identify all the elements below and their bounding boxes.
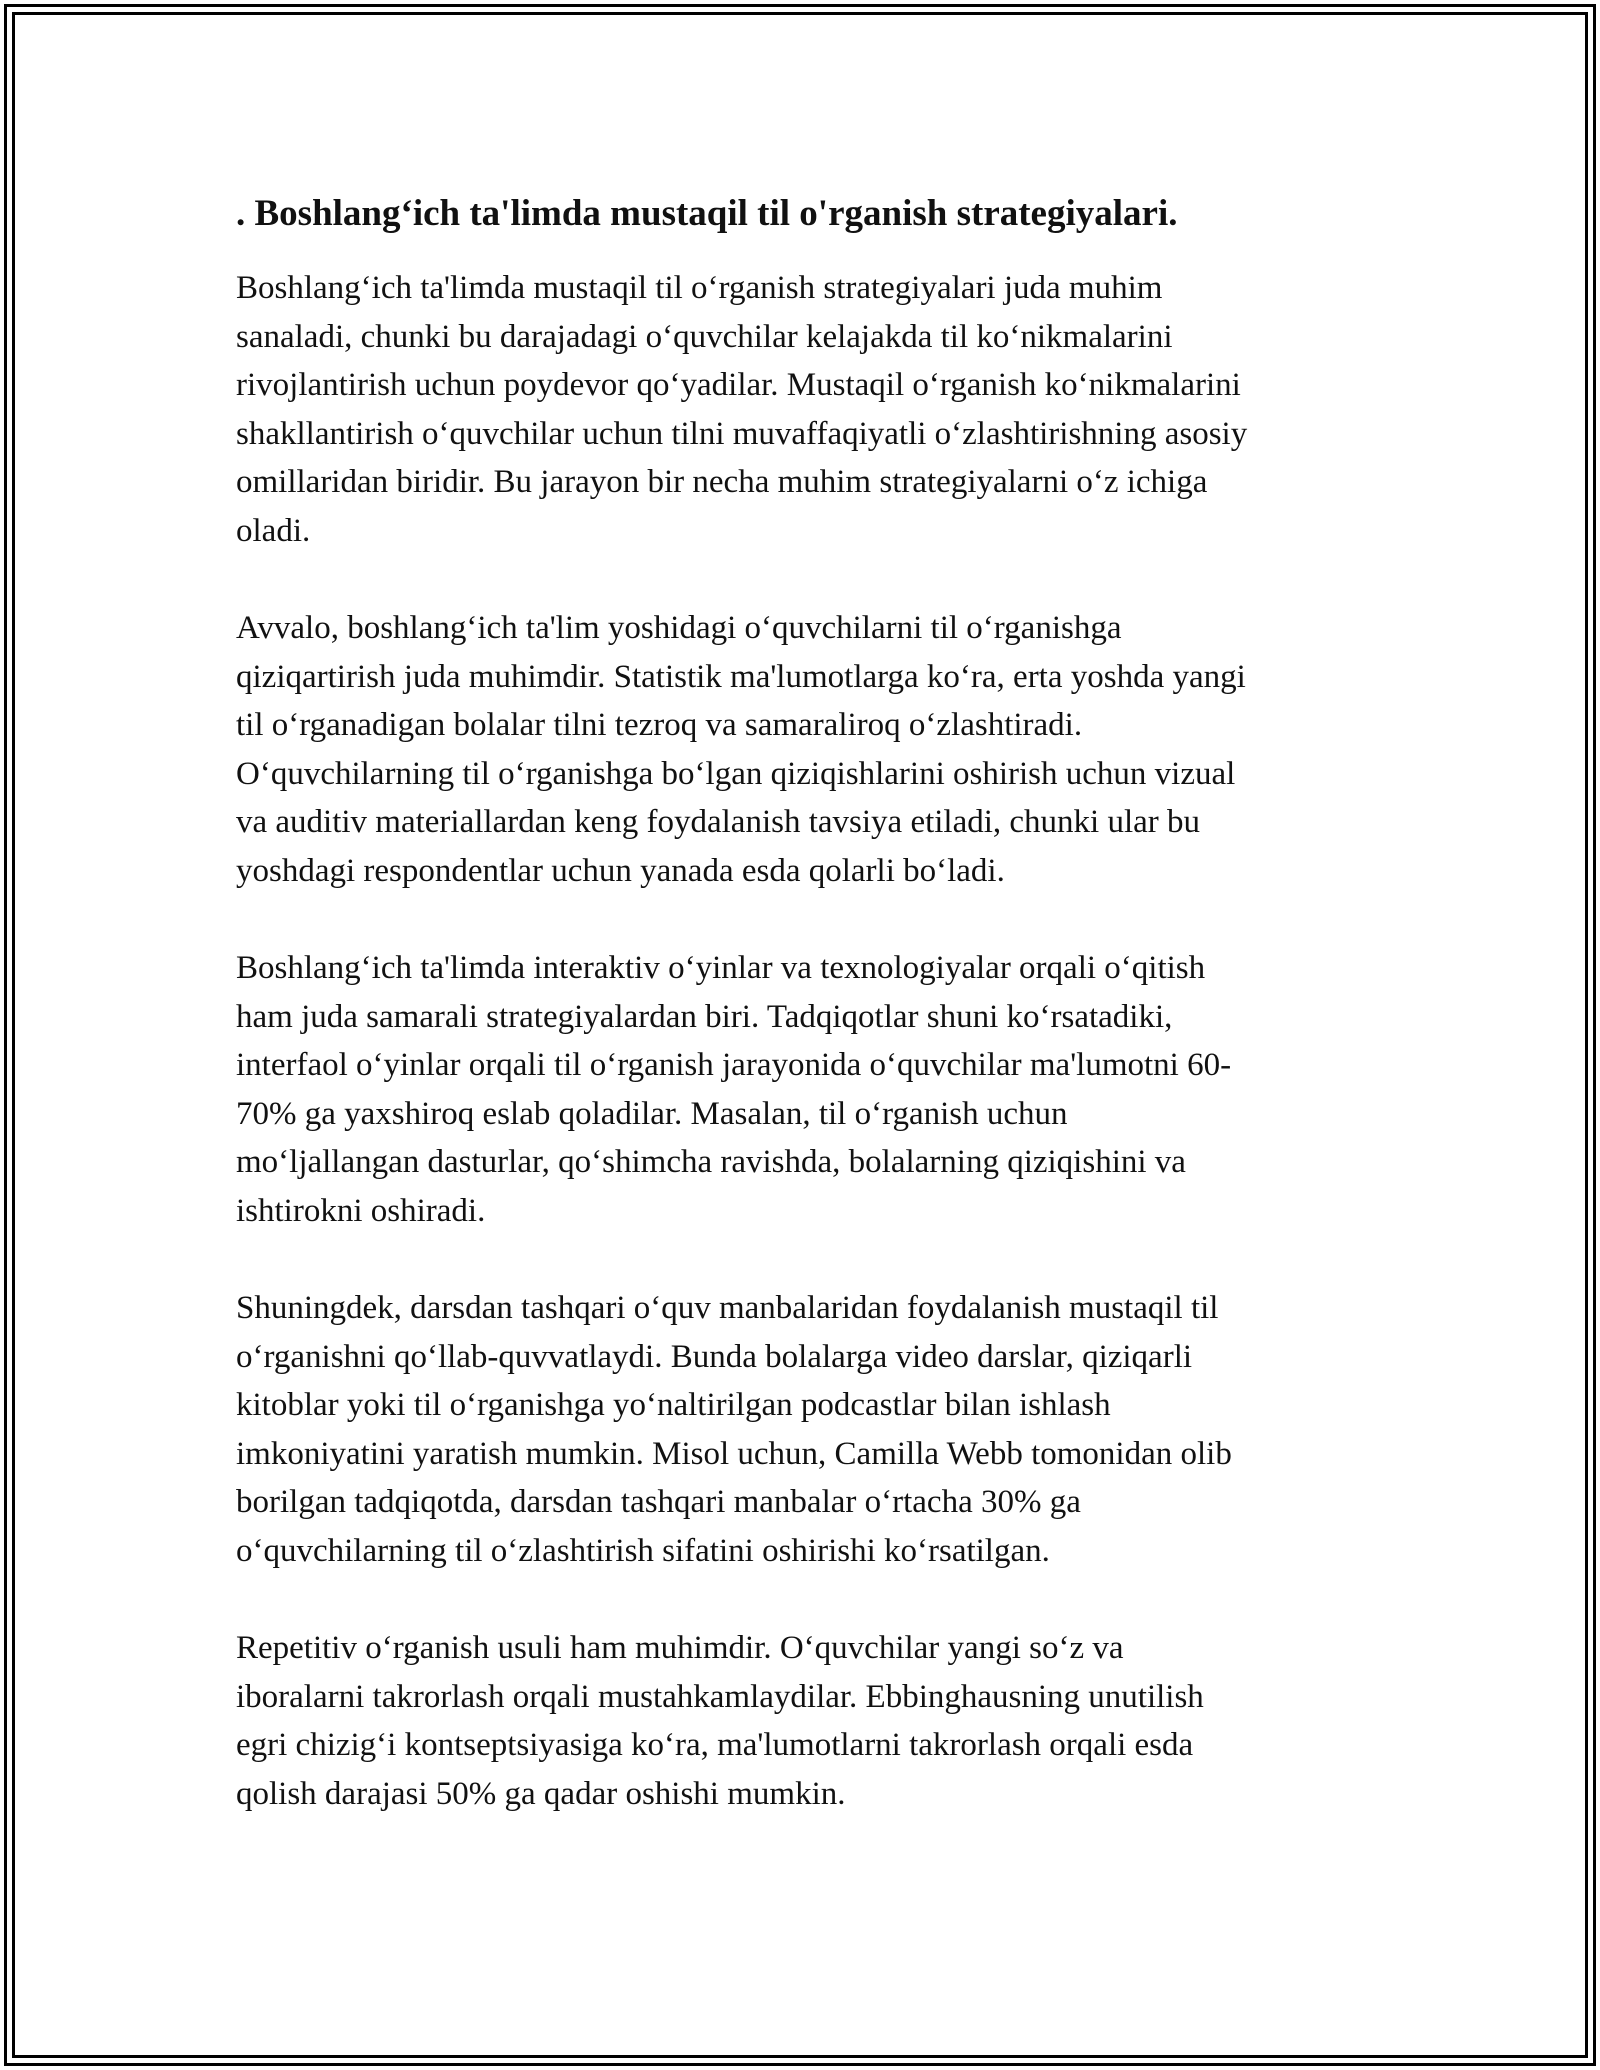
- text-line: rivojlantirish uchun poydevor qo‘yadilar. Mustaqil o‘rganish ko‘nikmalarini: [236, 367, 1241, 403]
- text-line: Boshlang‘ich ta'limda interaktiv o‘yinlar va texnologiyalar orqali o‘qitish: [236, 950, 1206, 986]
- paragraph: [236, 1624, 1366, 1818]
- text-line: sanaladi, chunki bu darajadagi o‘quvchilar kelajakda til ko‘nikmalarini: [236, 318, 1173, 355]
- text-line: imkoniyatini yaratish mumkin. Misol uchun, Camilla Webb tomonidan olib: [236, 1435, 1232, 1472]
- text-line: shakllantirish o‘quvchilar uchun tilni muvaffaqiyatli o‘zlashtirishning asosiy: [236, 415, 1248, 452]
- paragraph: [236, 604, 1366, 895]
- text-line: omillaridan biridir. Bu jarayon bir necha muhim strategiyalarni o‘z ichiga: [236, 464, 1208, 500]
- text-line: ishtirokni oshiradi.: [236, 1192, 486, 1229]
- text-line: oladi.: [236, 512, 311, 549]
- text-line: Shuningdek, darsdan tashqari o‘quv manbalaridan foydalanish mustaqil til: [236, 1290, 1219, 1326]
- text-line: yoshdagi respondentlar uchun yanada esda qolarli bo‘ladi.: [236, 852, 1005, 889]
- text-line: Repetitiv o‘rganish usuli ham muhimdir. O‘quvchilar yangi so‘z va: [236, 1630, 1124, 1666]
- text-line: qiziqartirish juda muhimdir. Statistik ma'lumotlarga ko‘ra, erta yoshda yangi: [236, 658, 1246, 695]
- text-line: o‘quvchilarning til o‘zlashtirish sifatini oshirishi ko‘rsatilgan.: [236, 1532, 1050, 1569]
- text-line: mo‘ljallangan dasturlar, qo‘shimcha ravishda, bolalarning qiziqishini va: [236, 1144, 1186, 1180]
- paragraph: [236, 1284, 1366, 1575]
- document-body: [236, 192, 1366, 1867]
- paragraph: [236, 944, 1366, 1235]
- text-line: va auditiv materiallardan keng foydalanish tavsiya etiladi, chunki ular bu: [236, 804, 1201, 840]
- text-line: Boshlang‘ich ta'limda mustaqil til o‘rganish strategiyalari juda muhim: [236, 270, 1163, 306]
- text-line: ham juda samarali strategiyalardan biri. Tadqiqotlar shuni ko‘rsatadiki,: [236, 998, 1173, 1035]
- text-line: o‘rganishni qo‘llab-quvvatlaydi. Bunda bolalarga video darslar, qiziqarli: [236, 1338, 1193, 1375]
- text-line: O‘quvchilarning til o‘rganishga bo‘lgan qiziqishlarini oshirish uchun vizual: [236, 755, 1236, 792]
- text-line: iboralarni takrorlash orqali mustahkamlaydilar. Ebbinghausning unutilish: [236, 1678, 1204, 1715]
- text-line: interfaol o‘yinlar orqali til o‘rganish jarayonida o‘quvchilar ma'lumotni 60-: [236, 1047, 1232, 1083]
- text-line: kitoblar yoki til o‘rganishga yo‘naltirilgan podcastlar bilan ishlash: [236, 1387, 1111, 1423]
- paragraph: [236, 264, 1366, 555]
- text-line: egri chizig‘i kontseptsiyasiga ko‘ra, ma'lumotlarni takrorlash orqali esda: [236, 1727, 1194, 1763]
- paragraph-list: [236, 264, 1366, 1818]
- text-line: 70% ga yaxshiroq eslab qoladilar. Masalan, til o‘rganish uchun: [236, 1095, 1068, 1132]
- text-line: Avvalo, boshlang‘ich ta'lim yoshidagi o‘quvchilarni til o‘rganishga: [236, 610, 1122, 646]
- text-line: borilgan tadqiqotda, darsdan tashqari manbalar o‘rtacha 30% ga: [236, 1484, 1081, 1520]
- document-title: . Boshlang‘ich ta'limda mustaqil til o'rganish strategiyalari.: [236, 193, 1178, 234]
- text-line: til o‘rganadigan bolalar tilni tezroq va samaraliroq o‘zlashtiradi.: [236, 707, 1083, 743]
- text-line: qolish darajasi 50% ga qadar oshishi mumkin.: [236, 1775, 846, 1812]
